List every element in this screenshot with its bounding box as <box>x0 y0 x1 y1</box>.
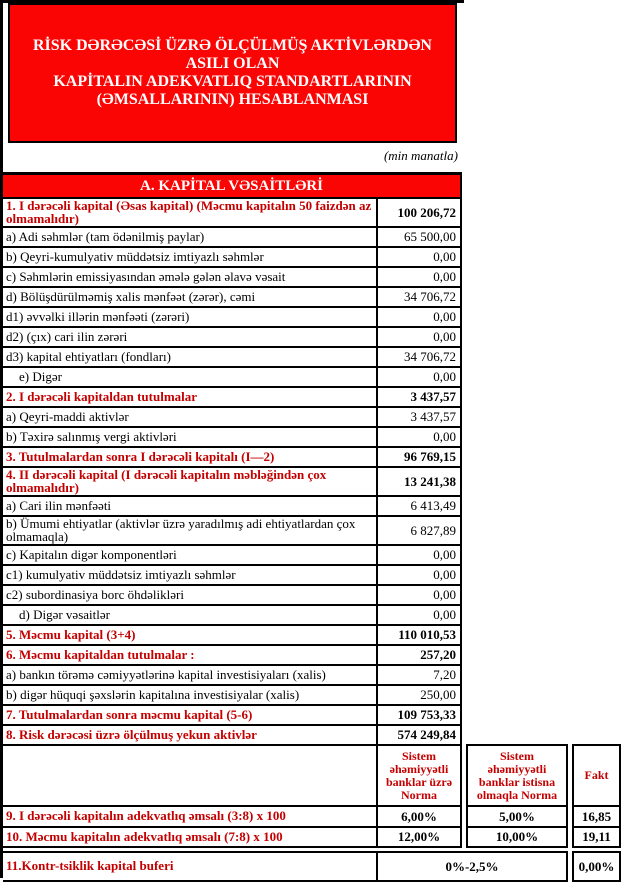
capital-row-label: b) Təxirə salınmış vergi aktivləri <box>3 428 378 446</box>
capital-row-label: 6. Məcmu kapitaldan tutulmalar : <box>3 646 378 664</box>
capital-table-row <box>3 306 462 326</box>
capital-row-label: d) Bölüşdürülməmiş xalis mənfəət (zərər), cəmi <box>3 288 378 306</box>
capital-table-row <box>3 495 462 515</box>
capital-row-label: c1) kumulyativ müddətsiz imtiyazlı səhmlər <box>3 566 378 584</box>
capital-row-label: 3. Tutulmalardan sonra I dərəcəli kapitalı (I—2) <box>3 448 378 466</box>
capital-row-label: 4. II dərəcəli kapital (I dərəcəli kapitalın məbləğindən çox olmamalıdır) <box>3 468 378 495</box>
capital-row-label: c) Səhmlərin emissiyasından əmələ gələn əlavə vəsait <box>3 268 378 286</box>
capital-row-label: 7. Tutulmalardan sonra məcmu kapital (5-6) <box>3 706 378 724</box>
capital-row-value: 0,00 <box>378 248 462 266</box>
row9-fakt: 16,85 <box>572 805 621 826</box>
capital-row-value: 3 437,57 <box>378 388 462 406</box>
capital-table-row <box>3 246 462 266</box>
capital-row-value: 574 249,84 <box>378 726 462 744</box>
capital-row-label: 2. I dərəcəli kapitaldan tutulmalar <box>3 388 378 406</box>
capital-row-value: 6 413,49 <box>378 497 462 515</box>
capital-table-row <box>3 644 462 664</box>
capital-row-value: 34 706,72 <box>378 348 462 366</box>
capital-table-row <box>3 584 462 604</box>
col-header-fakt: Fakt <box>572 744 621 805</box>
capital-row-value: 0,00 <box>378 606 462 624</box>
report-title-line-1: RİSK DƏRƏCƏSİ ÜZRƏ ÖLÇÜLMÜŞ AKTİVLƏRDƏN ASILI OLAN <box>33 37 432 72</box>
capital-table-row <box>3 346 462 366</box>
capital-table-row <box>3 564 462 584</box>
capital-table-row <box>3 466 462 495</box>
row10-fakt: 19,11 <box>572 826 621 848</box>
capital-table-row <box>3 286 462 306</box>
capital-table-row <box>3 426 462 446</box>
adequacy-table <box>3 744 621 882</box>
report-title-box <box>8 3 457 143</box>
capital-row-label: a) Qeyri-maddi aktivlər <box>3 408 378 426</box>
capital-row-value: 100 206,72 <box>378 199 462 226</box>
capital-table-row <box>3 386 462 406</box>
unit-note: (min manatla) <box>383 148 458 163</box>
capital-row-value: 110 010,53 <box>378 626 462 644</box>
capital-row-label: 8. Risk dərəcəsi üzrə ölçülmuş yekun aktivlər <box>3 726 378 744</box>
capital-row-label: c2) subordinasiya borc öhdəlikləri <box>3 586 378 604</box>
adequacy-corner-cell <box>3 744 378 805</box>
row11-norm-range: 0%-2,5% <box>378 851 568 882</box>
capital-table-row <box>3 406 462 426</box>
capital-row-label: d) Digər vəsaitlər <box>3 606 378 624</box>
capital-table-row <box>3 724 462 744</box>
capital-row-value: 0,00 <box>378 268 462 286</box>
report-title-line-3: (ƏMSALLARININ) HESABLANMASI <box>96 91 369 108</box>
capital-table-row <box>3 515 462 544</box>
report-title-line-2: KAPİTALIN ADEKVATLIQ STANDARTLARININ <box>53 73 412 90</box>
capital-table-row <box>3 197 462 226</box>
capital-row-value: 7,20 <box>378 666 462 684</box>
capital-row-value: 0,00 <box>378 428 462 446</box>
capital-row-value: 0,00 <box>378 328 462 346</box>
capital-table-row <box>3 544 462 564</box>
section-a-header: A. KAPİTAL VƏSAİTLƏRİ <box>3 172 462 197</box>
row10-norm-excluding: 10,00% <box>466 826 568 848</box>
row11-fakt: 0,00% <box>572 851 621 882</box>
capital-row-value: 65 500,00 <box>378 228 462 246</box>
capital-row-label: b) Qeyri-kumulyativ müddətsiz imtiyazlı səhmlər <box>3 248 378 266</box>
capital-row-label: a) Cari ilin mənfəəti <box>3 497 378 515</box>
row11-label: 11.Kontr-tsiklik kapital buferi <box>3 851 378 882</box>
capital-row-value: 109 753,33 <box>378 706 462 724</box>
capital-row-label: b) digər hüquqi şəxslərin kapitalına investisiyalar (xalis) <box>3 686 378 704</box>
capital-row-label: e) Digər <box>3 368 378 386</box>
capital-row-label: c) Kapitalın digər komponentləri <box>3 546 378 564</box>
col-header-systemic-norm: Sistem əhəmiyyətli banklar üzrə Norma <box>378 744 462 805</box>
tables-area <box>3 172 623 882</box>
capital-row-value: 250,00 <box>378 686 462 704</box>
capital-row-value: 257,20 <box>378 646 462 664</box>
capital-row-label: a) Adi səhmlər (tam ödənilmiş paylar) <box>3 228 378 246</box>
capital-row-value: 0,00 <box>378 368 462 386</box>
row10-norm-systemic: 12,00% <box>378 826 462 848</box>
capital-row-label: b) Ümumi ehtiyatlar (aktivlər üzrə yaradılmış adi ehtiyatlardan çox olmamaqla) <box>3 517 378 544</box>
capital-row-value: 0,00 <box>378 308 462 326</box>
row9-norm-systemic: 6,00% <box>378 805 462 826</box>
capital-table-row <box>3 266 462 286</box>
col-header-excluding-norm: Sistem əhəmiyyətli banklar istisna olmaqla Norma <box>466 744 568 805</box>
capital-table <box>3 197 623 744</box>
capital-table-row <box>3 664 462 684</box>
row10-label: 10. Məcmu kapitalın adekvatlıq əmsalı (7:8) x 100 <box>3 826 378 848</box>
capital-row-value: 3 437,57 <box>378 408 462 426</box>
capital-table-row <box>3 604 462 624</box>
capital-row-label: d3) kapital ehtiyatları (fondları) <box>3 348 378 366</box>
capital-row-value: 96 769,15 <box>378 448 462 466</box>
row9-norm-excluding: 5,00% <box>466 805 568 826</box>
capital-table-row <box>3 446 462 466</box>
capital-row-value: 6 827,89 <box>378 517 462 544</box>
capital-row-label: a) bankın törəmə cəmiyyətlərinə kapital investisiyaları (xalis) <box>3 666 378 684</box>
capital-row-value: 0,00 <box>378 566 462 584</box>
capital-row-value: 13 241,38 <box>378 468 462 495</box>
capital-row-label: 1. I dərəcəli kapital (Əsas kapital) (Məcmu kapitalın 50 faizdən az olmamalıdır) <box>3 199 378 226</box>
capital-table-row <box>3 366 462 386</box>
capital-row-value: 0,00 <box>378 546 462 564</box>
capital-row-value: 34 706,72 <box>378 288 462 306</box>
capital-table-row <box>3 704 462 724</box>
row9-label: 9. I dərəcəli kapitalın adekvatlıq əmsalı (3:8) x 100 <box>3 805 378 826</box>
capital-table-row <box>3 226 462 246</box>
capital-row-label: d2) (çıx) cari ilin zərəri <box>3 328 378 346</box>
capital-table-row <box>3 684 462 704</box>
capital-table-row <box>3 326 462 346</box>
capital-row-label: d1) əvvəlki illərin mənfəəti (zərəri) <box>3 308 378 326</box>
capital-row-label: 5. Məcmu kapital (3+4) <box>3 626 378 644</box>
capital-table-row <box>3 624 462 644</box>
capital-row-value: 0,00 <box>378 586 462 604</box>
